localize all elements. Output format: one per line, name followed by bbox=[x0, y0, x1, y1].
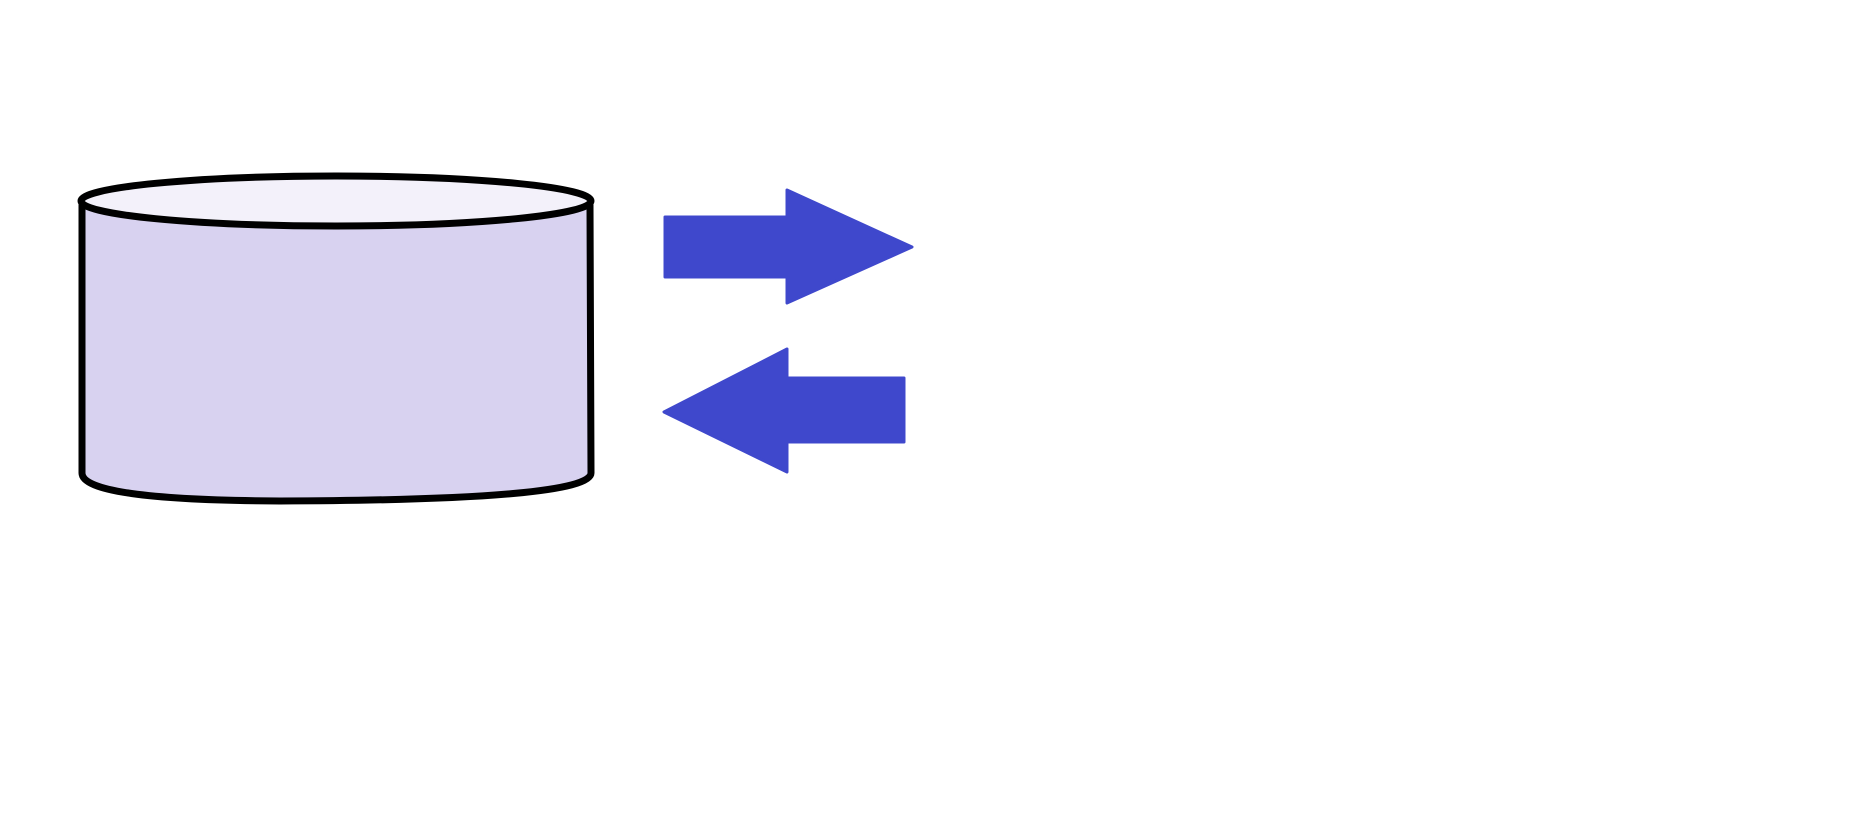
cylinder-top bbox=[81, 176, 591, 226]
arrow-right-icon bbox=[665, 190, 912, 303]
arrow-left-icon bbox=[664, 349, 904, 472]
database-cylinder-icon bbox=[81, 176, 591, 501]
cylinder-body bbox=[82, 205, 591, 501]
